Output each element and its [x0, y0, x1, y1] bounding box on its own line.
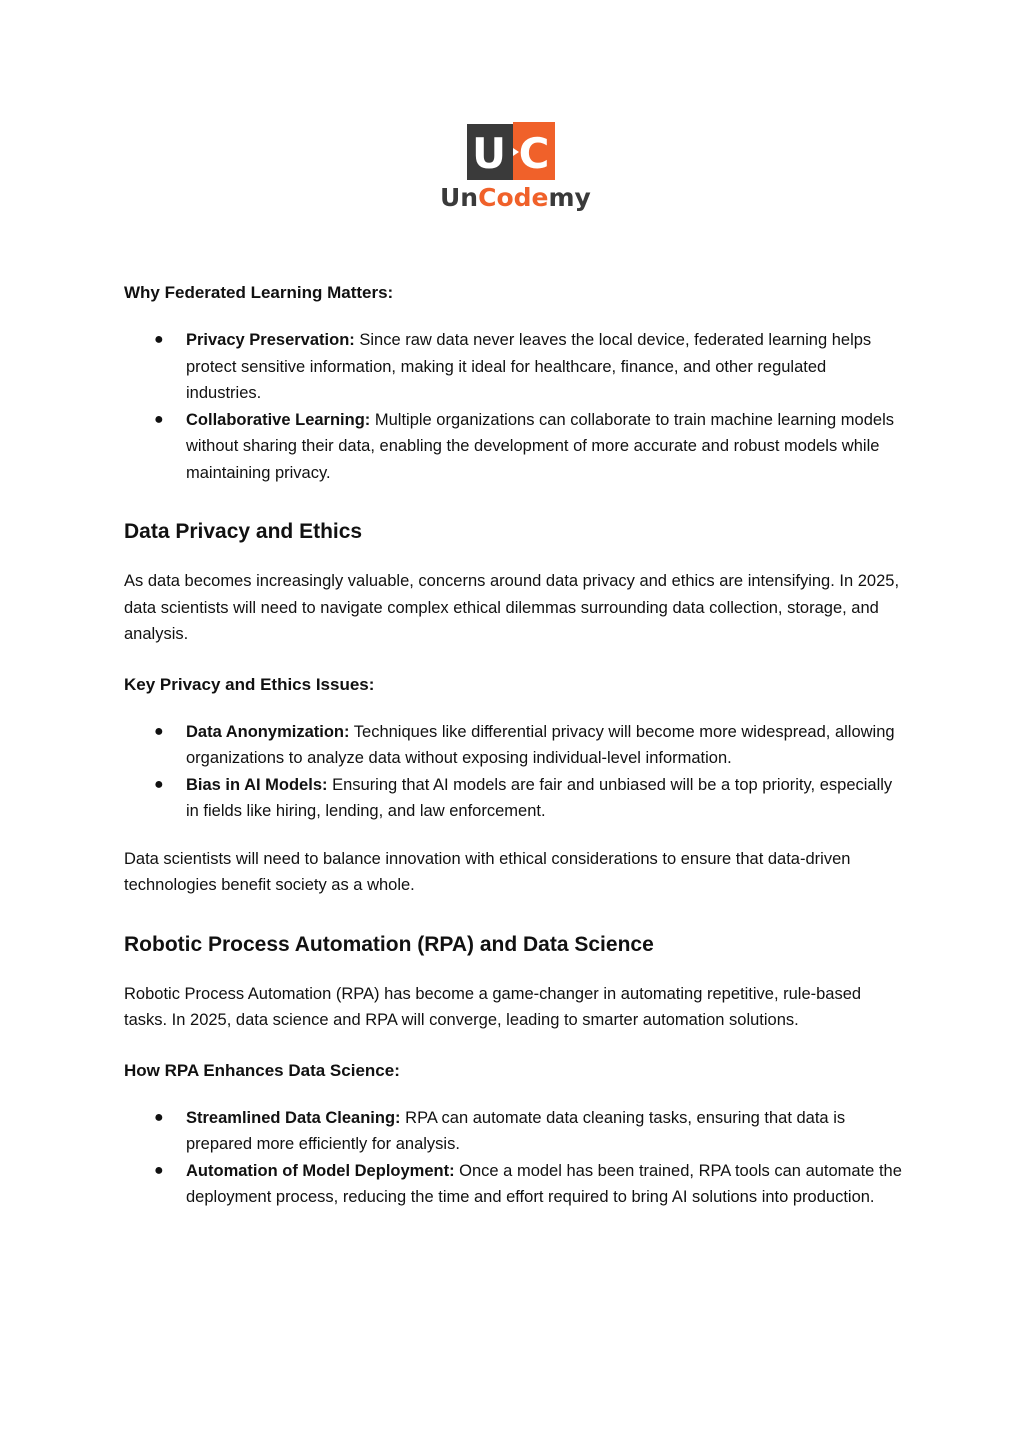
list-item	[124, 772, 904, 825]
list-item	[124, 407, 904, 487]
list-item	[124, 719, 904, 772]
list-item-term: Collaborative Learning:	[186, 410, 371, 429]
bullet-icon: ●	[154, 775, 164, 793]
privacy-intro: As data becomes increasingly valuable, concerns around data privacy and ethics are intensifying. In 2025, data scientists will need to navigate complex ethical dilemmas surrounding data collection, storage, and analysis.	[124, 572, 900, 643]
logo-mark-letter-u: U	[471, 129, 507, 178]
rpa-list	[124, 1105, 904, 1211]
document-body	[124, 280, 904, 1211]
uncodemy-logo-mark	[467, 122, 555, 180]
list-item	[124, 1105, 904, 1158]
list-item-text: RPA can automate data cleaning tasks, ensuring that data is prepared more efficiently for analysis.	[186, 1108, 846, 1153]
privacy-heading: Data Privacy and Ethics	[124, 520, 363, 543]
list-item-text: Since raw data never leaves the local device, federated learning helps protect sensitive information, making it ideal for healthcare, finance, and other regulated industries.	[186, 331, 872, 402]
bullet-icon: ●	[154, 410, 164, 428]
list-item-text: Multiple organizations can collaborate to train machine learning models without sharing their data, enabling the development of more accurate and robust models while maintaining privacy.	[186, 410, 894, 482]
bullet-icon: ●	[154, 722, 164, 740]
list-item-term: Data Anonymization:	[186, 722, 350, 741]
list-item-text: Ensuring that AI models are fair and unbiased will be a top priority, especially in fields like hiring, lending, and law enforcement.	[186, 775, 893, 820]
logo-word-part: my	[548, 183, 591, 212]
bullet-icon: ●	[154, 331, 164, 348]
list-item-term: Bias in AI Models:	[186, 775, 328, 794]
privacy-closing: Data scientists will need to balance innovation with ethical considerations to ensure that data-driven technologies benefit society as a whole.	[124, 849, 851, 894]
list-item-term: Automation of Model Deployment:	[186, 1161, 455, 1180]
bullet-icon: ●	[154, 1108, 164, 1126]
rpa-heading: Robotic Process Automation (RPA) and Data Science	[124, 932, 654, 956]
bullet-icon: ●	[154, 1161, 164, 1179]
logo-word-part: Un	[440, 183, 479, 212]
logo-mark-letter-c: C	[518, 129, 550, 178]
list-item-term: Streamlined Data Cleaning:	[186, 1108, 401, 1127]
privacy-list	[124, 719, 904, 825]
rpa-intro: Robotic Process Automation (RPA) has become a game-changer in automating repetitive, rule-based tasks. In 2025, data science and RPA will converge, leading to smarter automation solutions.	[124, 984, 862, 1029]
federated-list	[124, 327, 904, 486]
uncodemy-logo	[440, 120, 591, 216]
logo-word-part: Code	[478, 183, 549, 212]
rpa-subheading: How RPA Enhances Data Science:	[124, 1060, 400, 1080]
list-item-text: Once a model has been trained, RPA tools can automate the deployment process, reducing the time and effort required to bring AI solutions into production.	[186, 1161, 902, 1206]
list-item-term: Privacy Preservation:	[186, 331, 355, 349]
privacy-subheading: Key Privacy and Ethics Issues:	[124, 674, 375, 694]
list-item	[124, 327, 904, 407]
list-item-text: Techniques like differential privacy will become more widespread, allowing organizations to analyze data without exposing individual-level information.	[186, 722, 895, 767]
federated-heading: Why Federated Learning Matters:	[124, 283, 394, 302]
list-item	[124, 1158, 904, 1211]
logo-wordmark	[440, 182, 591, 214]
